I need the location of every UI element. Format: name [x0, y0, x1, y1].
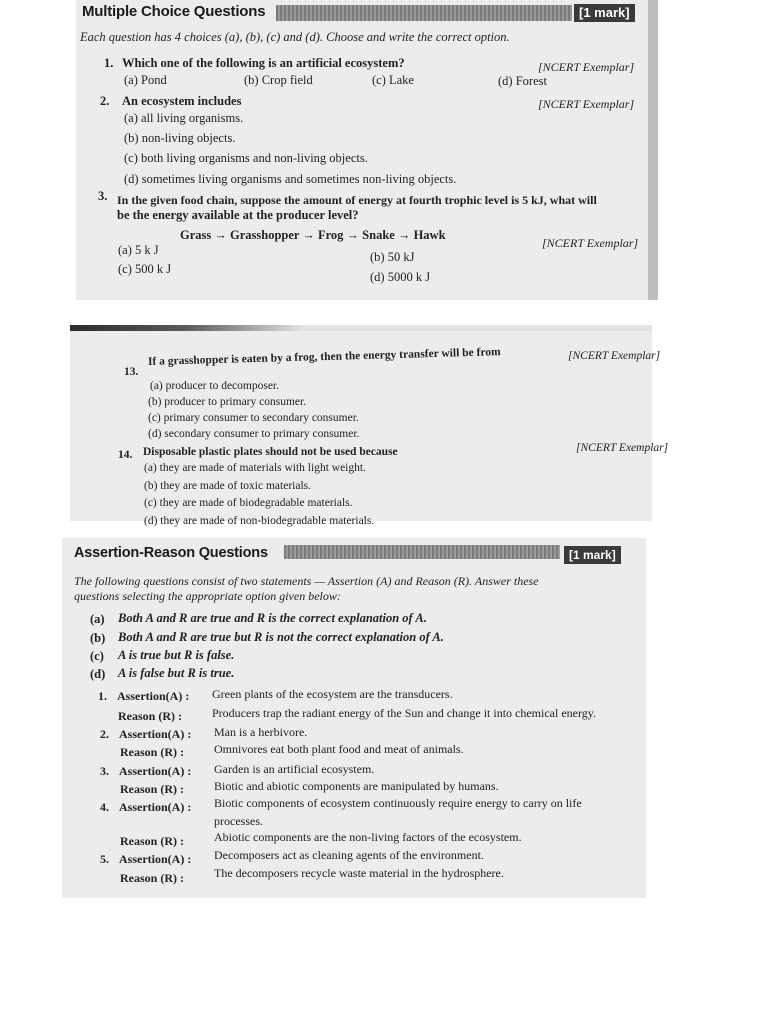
option-key: (b)	[90, 631, 106, 645]
question-text: In the given food chain, suppose the amount of energy at fourth trophic level is 5 kJ, what will	[117, 193, 597, 207]
item-number: 4.	[100, 800, 109, 814]
section-title: Assertion-Reason Questions	[74, 545, 268, 561]
option-b: (b) non-living objects.	[124, 131, 236, 145]
question-text: Which one of the following is an artificial ecosystem?	[122, 56, 405, 70]
option-d: (d) 5000 k J	[370, 270, 431, 284]
assertion-text: Man is a herbivore.	[214, 725, 308, 739]
option-d: (d) secondary consumer to primary consumer.	[148, 428, 360, 440]
question-number: 13.	[124, 366, 139, 378]
assertion-text: Decomposers act as cleaning agents of the environment.	[214, 848, 484, 862]
question-text: If a grasshopper is eaten by a frog, then the energy transfer will be from	[147, 346, 501, 368]
assertion-label: Assertion(A) :	[119, 800, 192, 814]
assertion-text: Green plants of the ecosystem are the transducers.	[212, 687, 453, 701]
question-number: 14.	[118, 449, 133, 461]
reason-text: The decomposers recycle waste material in the hydrosphere.	[214, 866, 504, 880]
option-b: (b) 50 kJ	[370, 250, 415, 264]
option-d: (d) sometimes living organisms and sometimes non-living objects.	[124, 172, 457, 186]
item-number: 5.	[100, 852, 109, 866]
reason-label: Reason (R) :	[120, 782, 184, 796]
assertion-reason-photo	[62, 538, 646, 898]
option-a: (a) all living organisms.	[124, 111, 244, 125]
question-number: 2.	[100, 94, 110, 108]
section-title: Multiple Choice Questions	[82, 3, 266, 20]
assertion-label: Assertion(A) :	[117, 689, 190, 703]
option-b: (b) Crop field	[244, 73, 313, 87]
option-text: A is false but R is true.	[118, 666, 235, 680]
marks-badge: [1 mark]	[574, 4, 635, 22]
section-title-bar	[276, 5, 572, 21]
reason-text: Omnivores eat both plant food and meat of animals.	[214, 742, 464, 756]
reason-label: Reason (R) :	[120, 871, 184, 885]
page-edge-shadow	[70, 325, 652, 331]
question-source: [NCERT Exemplar]	[538, 60, 635, 74]
instruction-text: questions selecting the appropriate option given below:	[74, 589, 341, 603]
reason-label: Reason (R) :	[120, 834, 184, 848]
option-c: (c) Lake	[372, 73, 414, 87]
instruction-text: The following questions consist of two statements — Assertion (A) and Reason (R). Answer these	[74, 574, 539, 588]
option-text: Both A and R are true and R is the correct explanation of A.	[118, 611, 427, 625]
instruction-text: Each question has 4 choices (a), (b), (c) and (d). Choose and write the correct option.	[80, 30, 510, 44]
question-text: An ecosystem includes	[122, 94, 242, 108]
item-number: 3.	[100, 764, 109, 778]
option-key: (d)	[90, 667, 106, 681]
page-edge-shadow	[648, 0, 658, 300]
option-a: (a) they are made of materials with light weight.	[144, 462, 366, 474]
assertion-label: Assertion(A) :	[119, 764, 192, 778]
option-a: (a) Pond	[124, 73, 167, 87]
reason-label: Reason (R) :	[118, 709, 182, 723]
option-a: (a) producer to decomposer.	[150, 380, 280, 392]
question-source: [NCERT Exemplar]	[576, 442, 669, 454]
marks-badge: [1 mark]	[564, 546, 621, 564]
option-text: A is true but R is false.	[118, 648, 235, 662]
option-c: (c) primary consumer to secondary consumer.	[148, 412, 359, 424]
assertion-text: Biotic components of ecosystem continuously require energy to carry on life	[214, 796, 582, 810]
assertion-text-continued: processes.	[214, 814, 263, 828]
section-title-bar	[284, 545, 560, 559]
food-chain: Grass → Grasshopper → Frog → Snake → Hawk	[180, 228, 446, 242]
mcq-page-photo	[76, 0, 658, 300]
item-number: 1.	[98, 689, 107, 703]
item-number: 2.	[100, 727, 109, 741]
option-key: (a)	[90, 612, 105, 626]
option-text: Both A and R are true but R is not the correct explanation of A.	[118, 630, 444, 644]
option-b: (b) they are made of toxic materials.	[144, 480, 311, 492]
question-text: be the energy available at the producer level?	[117, 208, 359, 222]
question-source: [NCERT Exemplar]	[538, 97, 635, 111]
option-b: (b) producer to primary consumer.	[148, 396, 307, 408]
option-c: (c) both living organisms and non-living objects.	[124, 151, 368, 165]
mcq-continued-photo	[70, 325, 669, 527]
question-number: 3.	[98, 189, 108, 203]
option-a: (a) 5 k J	[118, 243, 159, 257]
assertion-label: Assertion(A) :	[119, 727, 192, 741]
reason-text: Biotic and abiotic components are manipulated by humans.	[214, 779, 499, 793]
question-number: 1.	[104, 56, 114, 70]
reason-label: Reason (R) :	[120, 745, 184, 759]
question-source: [NCERT Exemplar]	[542, 236, 639, 250]
reason-text: Abiotic components are the non-living factors of the ecosystem.	[214, 830, 522, 844]
reason-text: Producers trap the radiant energy of the Sun and change it into chemical energy.	[212, 706, 596, 720]
question-text: Disposable plastic plates should not be used because	[143, 446, 398, 458]
option-d: (d) they are made of non-biodegradable materials.	[144, 515, 375, 527]
assertion-label: Assertion(A) :	[119, 852, 192, 866]
option-c: (c) 500 k J	[118, 262, 172, 276]
option-d: (d) Forest	[498, 74, 547, 88]
option-c: (c) they are made of biodegradable materials.	[144, 497, 353, 509]
option-key: (c)	[90, 649, 104, 663]
assertion-text: Garden is an artificial ecosystem.	[214, 762, 375, 776]
question-source: [NCERT Exemplar]	[568, 350, 661, 362]
